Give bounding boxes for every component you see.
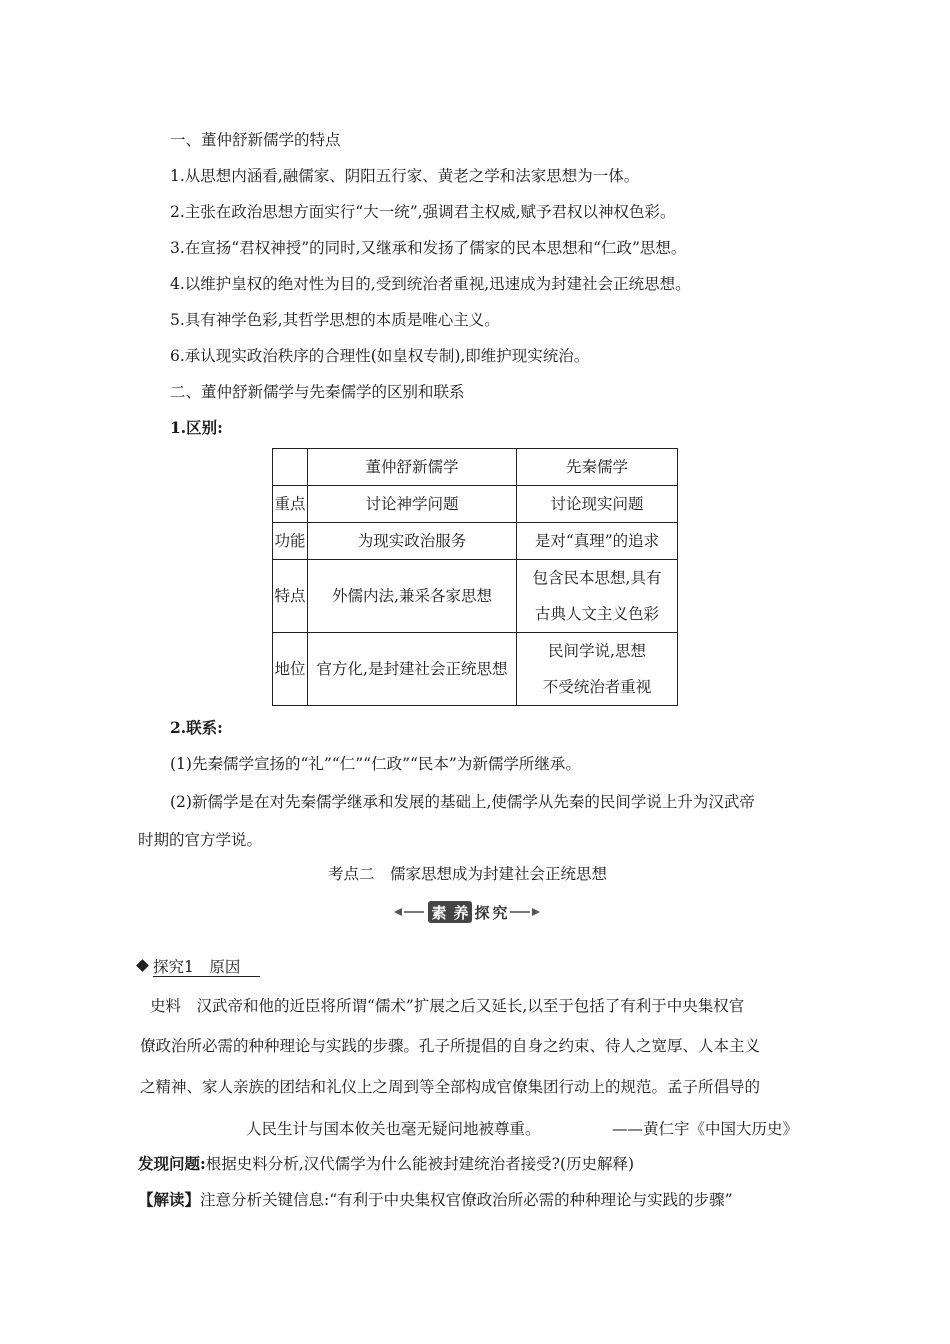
table-cell: 官方化,是封建社会正统思想	[308, 633, 517, 706]
table-cell	[273, 449, 308, 486]
banner-char: 探	[474, 904, 490, 922]
table-cell-line: 不受统治者重视	[542, 678, 652, 696]
explore-label-text: 探究1 原因	[153, 958, 260, 977]
banner-arrow-right	[532, 908, 540, 916]
table-cell: 董仲舒新儒学	[308, 449, 517, 486]
table-cell: 重点	[273, 486, 308, 523]
difference-label: 1.区别:	[170, 418, 223, 437]
table-cell: 为现实政治服务	[308, 523, 517, 560]
source-citation: ——黄仁宇《中国大历史》	[612, 1120, 799, 1138]
link-item: (1)先秦儒学宣扬的“礼”“仁”“仁政”“民本”为新儒学所继承。	[170, 755, 581, 773]
table-cell: 地位	[273, 633, 308, 706]
table-cell-line: 古典人文主义色彩	[534, 605, 659, 623]
section1-heading: 一、董仲舒新儒学的特点	[170, 131, 341, 149]
suyang-tanjiu-banner	[392, 898, 542, 926]
question-text: 根据史料分析,汉代儒学为什么能被封建统治者接受?(历史解释)	[205, 1155, 635, 1173]
kaodian-title: 考点二 儒家思想成为封建社会正统思想	[328, 865, 608, 883]
table-cell: 外儒内法,兼采各家思想	[308, 560, 517, 633]
table-row	[273, 633, 678, 706]
table-row	[273, 523, 678, 560]
table-cell: 是对“真理”的追求	[517, 523, 678, 560]
table-cell: 讨论神学问题	[308, 486, 517, 523]
link-item: 时期的官方学说。	[138, 831, 263, 849]
reading-text: 注意分析关键信息:“有利于中央集权官僚政治所必需的种种理论与实践的步骤”	[200, 1191, 733, 1209]
feature-item: 6.承认现实政治秩序的合理性(如皇权专制),即维护现实统治。	[170, 347, 590, 365]
feature-item: 3.在宣扬“君权神授”的同时,又继承和发扬了儒家的民本思想和“仁政”思想。	[170, 239, 687, 257]
feature-item: 5.具有神学色彩,其哲学思想的本质是唯心主义。	[170, 311, 500, 329]
source-line: 僚政治所必需的种种理论与实践的步骤。孔子所提倡的自身之约束、待人之宽厚、人本主义	[140, 1037, 761, 1055]
link-item: (2)新儒学是在对先秦儒学继承和发展的基础上,使儒学从先秦的民间学说上升为汉武帝	[170, 793, 755, 811]
section2-heading: 二、董仲舒新儒学与先秦儒学的区别和联系	[170, 383, 465, 401]
banner-arrow-left	[394, 908, 402, 916]
banner-char: 素	[431, 904, 447, 922]
table-cell: 讨论现实问题	[517, 486, 678, 523]
link-label: 2.联系:	[170, 718, 223, 737]
table-cell: 特点	[273, 560, 308, 633]
source-line: 人民生计与国本攸关也毫无疑问地被尊重。	[246, 1120, 541, 1138]
feature-item: 2.主张在政治思想方面实行“大一统”,强调君主权威,赋予君权以神权色彩。	[170, 203, 676, 221]
banner-char: 究	[492, 904, 508, 922]
table-cell-line: 包含民本思想,具有	[532, 569, 662, 587]
feature-item: 1.从思想内涵看,融儒家、阴阳五行家、黄老之学和法家思想为一体。	[170, 167, 640, 185]
reading-line	[138, 1188, 733, 1210]
source-line: 史料 汉武帝和他的近臣将所谓“儒术”扩展之后又延长,以至于包括了有利于中央集权官	[150, 997, 745, 1015]
table-cell	[517, 560, 678, 633]
table-cell	[517, 633, 678, 706]
question-line	[138, 1152, 634, 1174]
feature-item: 4.以维护皇权的绝对性为目的,受到统治者重视,迅速成为封建社会正统思想。	[170, 275, 691, 293]
table-row	[273, 560, 678, 633]
banner-char: 养	[453, 904, 469, 922]
reading-label: 【解读】	[138, 1190, 201, 1209]
explore-label	[138, 955, 260, 977]
question-label: 发现问题:	[138, 1154, 206, 1173]
diamond-bullet-icon	[136, 959, 149, 972]
source-line: 之精神、家人亲族的团结和礼仪上之周到等全部构成官僚集团行动上的规范。孟子所倡导的	[140, 1078, 761, 1096]
table-cell: 先秦儒学	[517, 449, 678, 486]
comparison-table	[272, 448, 678, 706]
table-header-row	[273, 449, 678, 486]
table-cell: 功能	[273, 523, 308, 560]
table-row	[273, 486, 678, 523]
table-cell-line: 民间学说,思想	[548, 642, 646, 660]
